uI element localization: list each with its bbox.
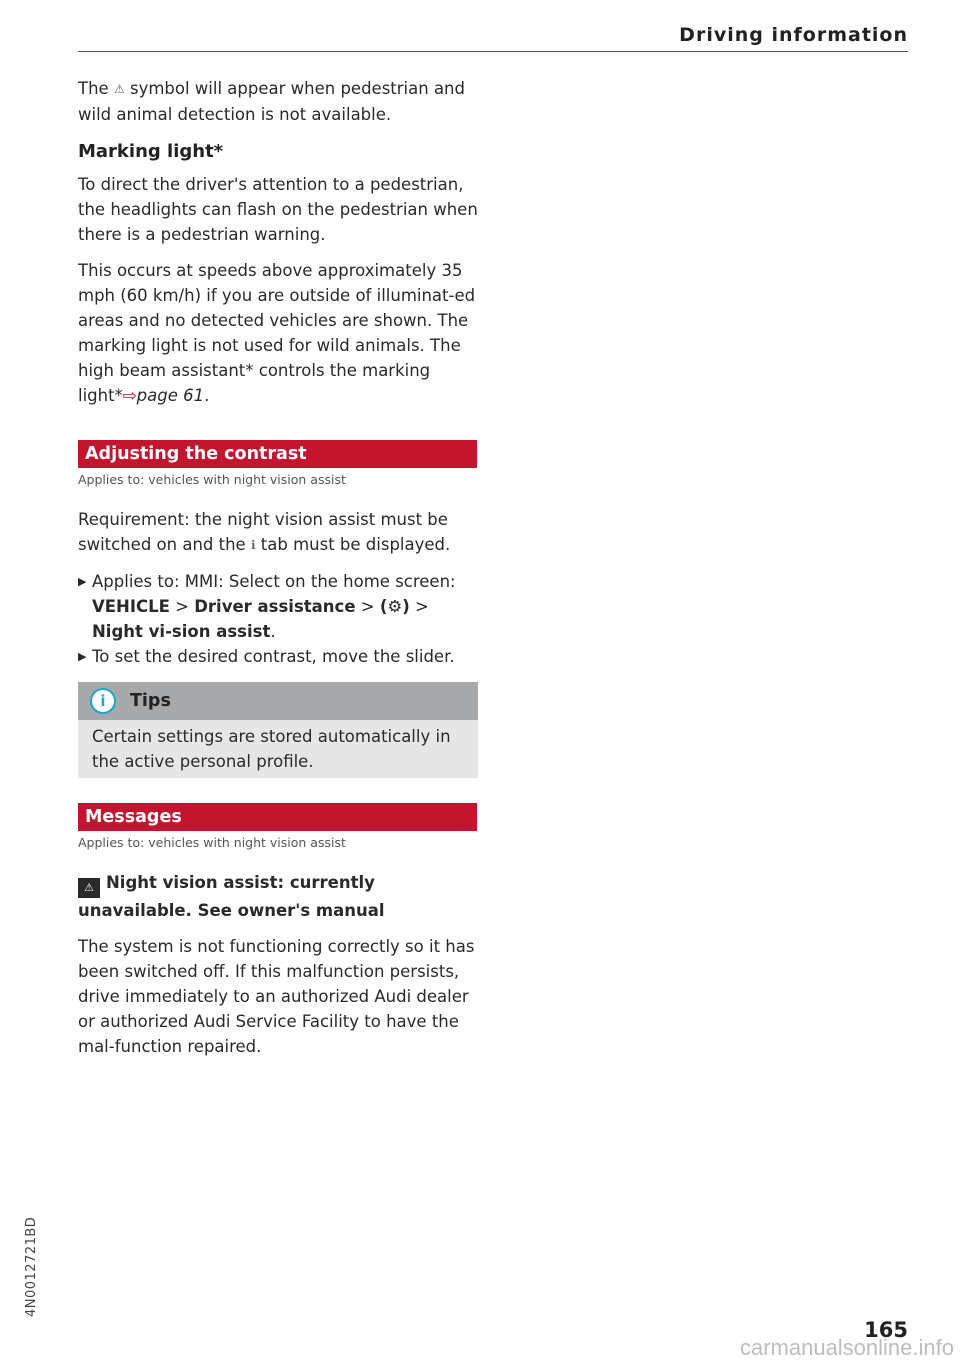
message-title-text: Night vision assist: currently unavailable. See owner's manual	[78, 873, 385, 920]
period: .	[204, 386, 210, 405]
menu-driver-assistance: Driver assistance	[194, 597, 356, 616]
page-ref-arrow-icon: ⇨	[122, 386, 137, 405]
info-icon: i	[90, 688, 116, 714]
messages-heading: Messages	[78, 803, 477, 831]
marking-light-section	[78, 141, 478, 408]
step-2	[78, 644, 478, 669]
bullet-triangle-icon: ▶	[78, 575, 87, 588]
section-title: Driving information	[679, 24, 908, 46]
step-2-text: To set the desired contrast, move the slider.	[92, 647, 455, 666]
message-title	[78, 870, 478, 923]
requirement-paragraph	[78, 507, 478, 558]
message-body: The system is not functioning correctly so it has been switched off. If this malfunction persists, drive immediately to an authorized Audi dealer or authorized Audi Service Facility to have the mal-function repaired.	[78, 937, 475, 1056]
adjusting-contrast-heading: Adjusting the contrast	[78, 440, 477, 468]
settings-gear-icon: (⚙)	[379, 597, 410, 616]
marking-light-para2-text: This occurs at speeds above approximately 35 mph (60 km/h) if you are outside of illuminat-ed areas and no detected vehicles are shown. The marking light is not used for wild animals. The high beam assistant* controls the marking light*	[78, 261, 476, 405]
marking-light-para1: To direct the driver's attention to a pedestrian, the headlights can flash on the pedestrian when there is a pedestrian warning.	[78, 175, 478, 244]
tips-title: Tips	[130, 691, 171, 711]
requirement-text-a: Requirement: the night vision assist must be switched on and the	[78, 510, 448, 554]
watermark: carmanualsonline.info	[739, 1335, 954, 1360]
adjusting-contrast-section	[78, 440, 478, 669]
intro-text-b: symbol will appear when pedestrian and wild animal detection is not available.	[78, 79, 465, 124]
pedestrian-wild-animal-icon: ⚠	[113, 82, 125, 96]
menu-night-vision-assist: Night vi-sion assist	[92, 622, 271, 641]
bullet-triangle-icon: ▶	[78, 650, 87, 663]
separator: >	[360, 597, 375, 616]
separator: >	[414, 597, 429, 616]
messages-section	[78, 803, 478, 1059]
intro-paragraph	[78, 76, 478, 127]
night-vision-tab-icon: ℹ	[250, 538, 256, 552]
page-ref-link[interactable]: page 61	[136, 386, 205, 405]
tips-box	[78, 682, 478, 778]
tips-header	[78, 682, 478, 720]
marking-light-heading: Marking light*	[78, 141, 224, 162]
night-vision-warning-icon: ⚠	[78, 878, 100, 898]
adjusting-applies-to: Applies to: vehicles with night vision assist	[78, 472, 346, 487]
period: .	[270, 622, 276, 641]
separator: >	[175, 597, 189, 616]
requirement-text-b: tab must be displayed.	[260, 535, 451, 554]
tips-text: Certain settings are stored automatically in the active personal profile.	[92, 727, 451, 771]
intro-text-a: The	[78, 79, 109, 98]
menu-vehicle: VEHICLE	[92, 597, 170, 616]
page-number: 165	[864, 1318, 908, 1342]
header-rule	[78, 51, 908, 52]
step-1-text: Applies to: MMI: Select on the home screen:	[92, 572, 456, 591]
messages-applies-to: Applies to: vehicles with night vision assist	[78, 835, 346, 850]
marking-light-para2	[78, 258, 478, 408]
tips-body	[78, 720, 478, 778]
document-code: 4N0012721BD	[24, 1216, 39, 1317]
step-1	[78, 569, 478, 644]
